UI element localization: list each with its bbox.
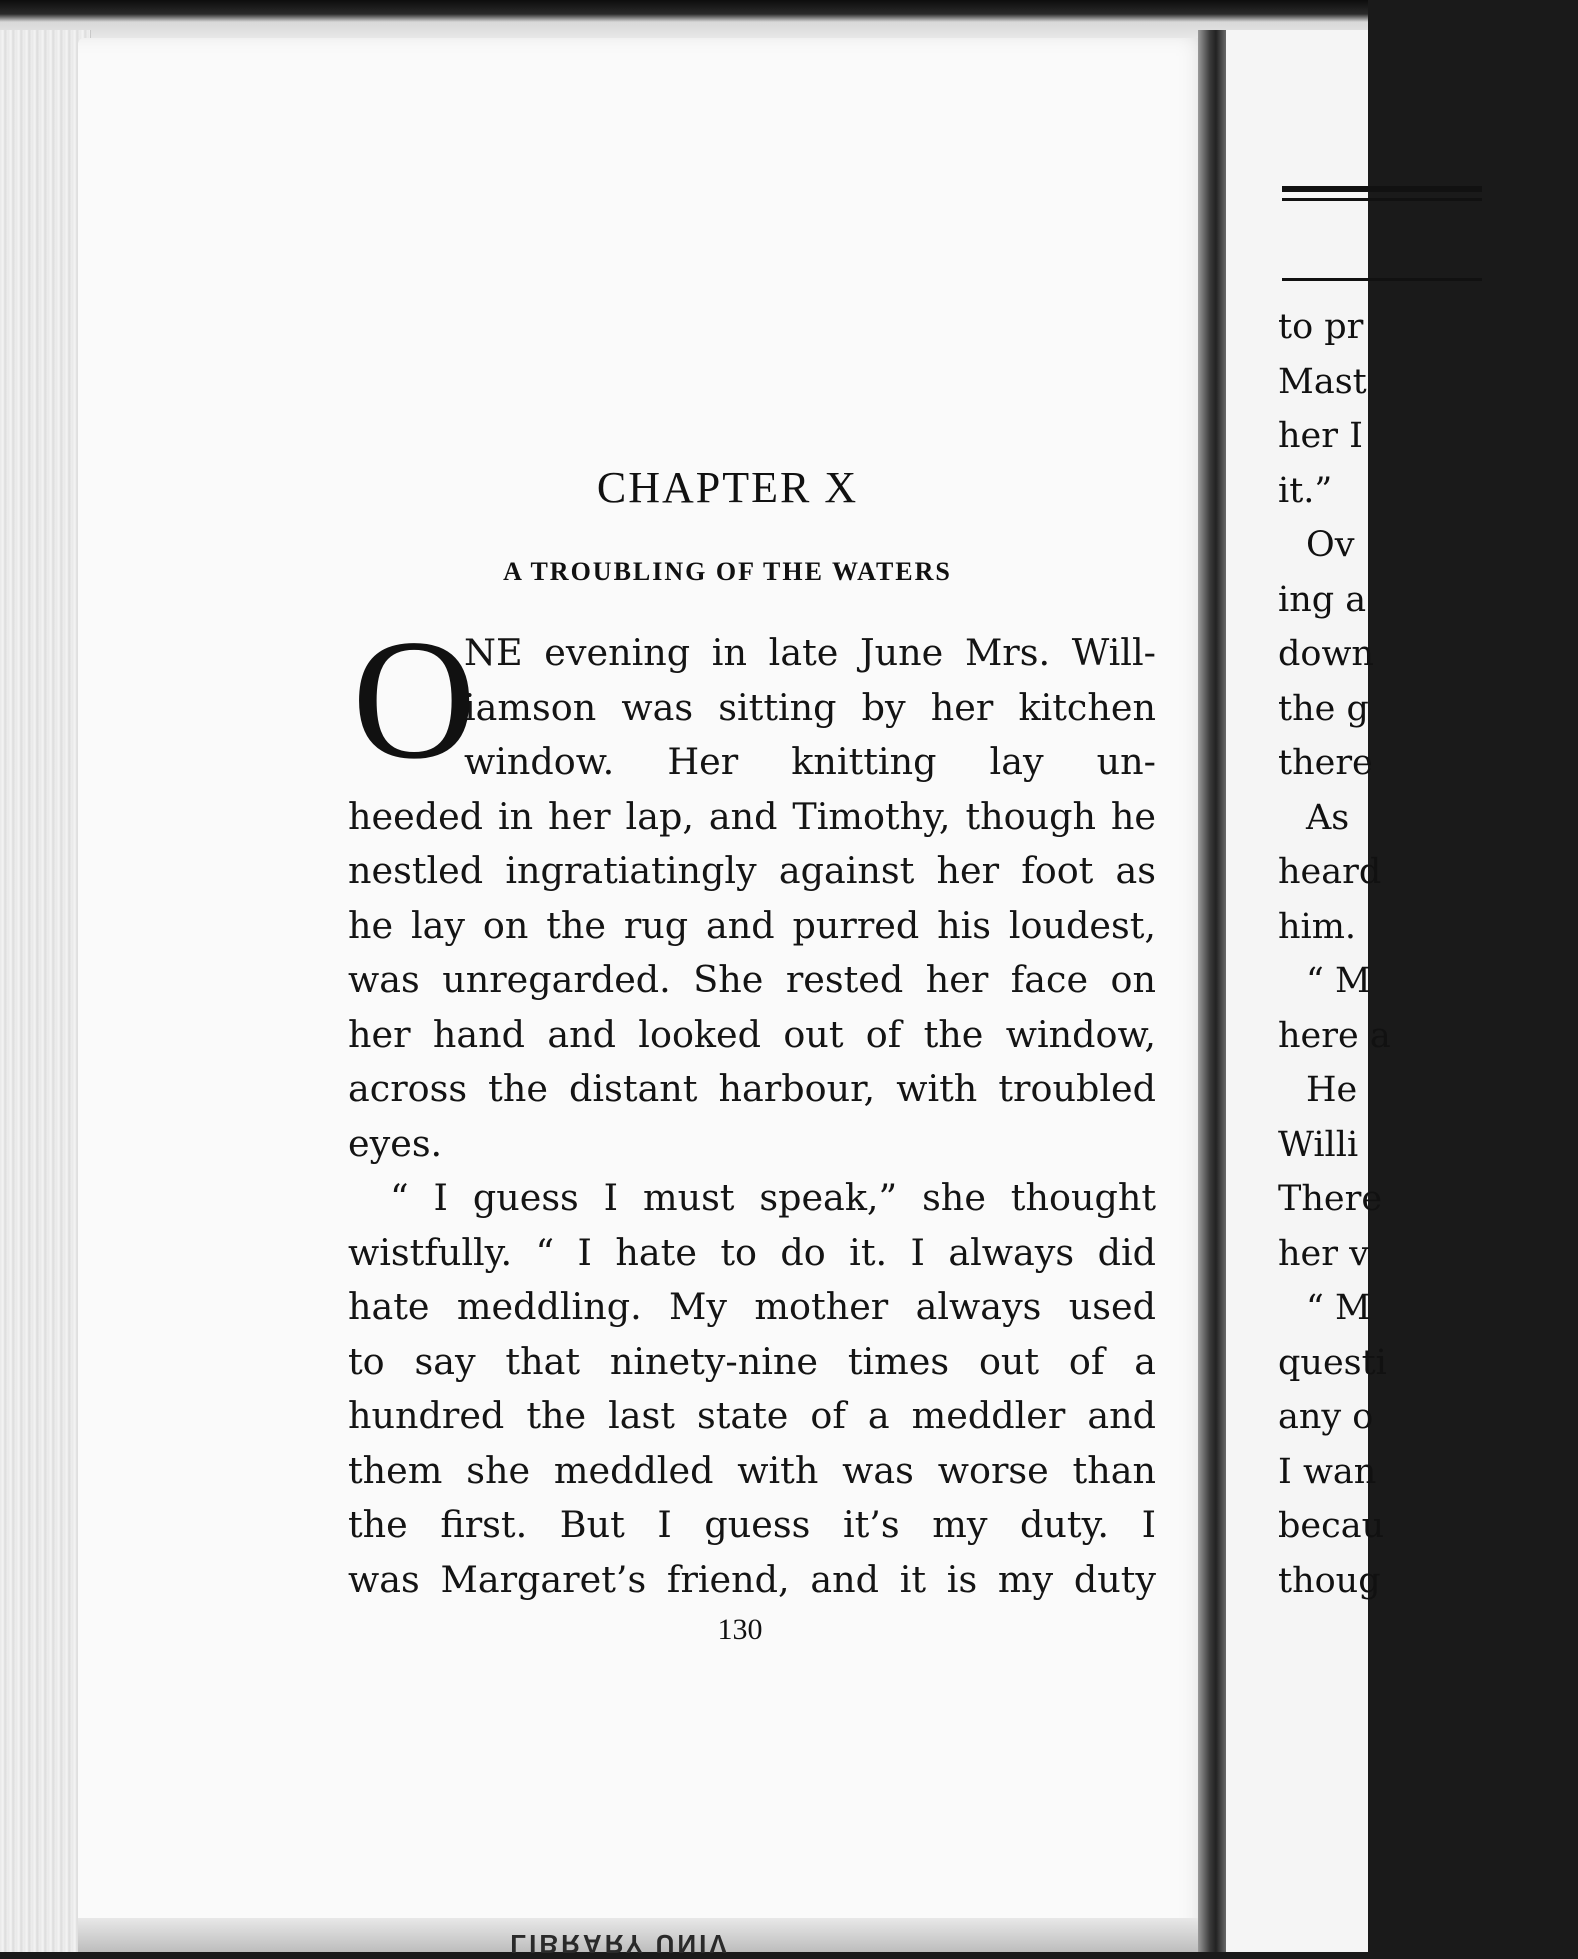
right-page-text [1278, 300, 1578, 1608]
page-number: 130 [717, 1613, 763, 1646]
text-line: NE evening in late June Mrs. Will- [464, 631, 1156, 674]
drop-cap: O [352, 605, 477, 795]
header-rule [1282, 278, 1482, 281]
text-line: her v [1278, 1233, 1369, 1274]
text-line: him. [1278, 906, 1357, 947]
text-line: He [1306, 1070, 1358, 1110]
text-line: “ M [1306, 961, 1371, 1001]
text-line: Ov [1306, 525, 1355, 565]
text-line: ing a [1278, 579, 1367, 620]
text-line: the first. But I guess it’s my duty. I [348, 1503, 1156, 1546]
text-line: was unregarded. She rested her face on [348, 958, 1156, 1001]
text-line: there [1278, 743, 1373, 783]
text-line: Willi [1278, 1124, 1359, 1165]
text-line: eyes. [348, 1121, 443, 1165]
text-line: Mast [1278, 361, 1367, 402]
text-line: to say that ninety-nine times out of a [348, 1339, 1156, 1383]
text-line: window. Her knitting lay un- [464, 740, 1156, 783]
library-stamp: LIBRARY UNIV [510, 1929, 730, 1959]
text-line: becau [1278, 1506, 1385, 1546]
right-page [1226, 30, 1391, 1952]
chapter-body [348, 605, 1156, 1607]
text-line: iamson was sitting by her kitchen [464, 685, 1156, 729]
text-line: There [1278, 1179, 1383, 1219]
text-line: them she meddled with was worse than [348, 1448, 1156, 1492]
text-line: wistfully. “ I hate to do it. I always did [348, 1230, 1156, 1274]
text-line: across the distant harbour, with troubled [348, 1067, 1156, 1110]
text-line: her I [1278, 416, 1363, 456]
text-line: questi [1278, 1342, 1387, 1383]
text-line: nestled ingratiatingly against her foot as [348, 849, 1156, 892]
text-line: “ M [1306, 1288, 1371, 1328]
text-line: heeded in her lap, and Timothy, though he [348, 794, 1156, 838]
book-gutter [1198, 30, 1228, 1952]
chapter-title: CHAPTER X [596, 463, 859, 512]
text-line: any o [1278, 1397, 1374, 1437]
text-line: her hand and looked out of the window, [348, 1012, 1156, 1056]
text-line: thoug [1278, 1560, 1381, 1601]
text-line: “ I guess I must speak,” she thought [390, 1176, 1156, 1219]
text-line: I wan [1278, 1451, 1377, 1492]
text-line: As [1306, 797, 1350, 838]
text-line: it.” [1278, 470, 1333, 511]
book-top-edge [0, 0, 1368, 40]
text-line: he lay on the rug and purred his loudest, [348, 903, 1156, 947]
text-line: down [1278, 634, 1374, 674]
text-line: here a [1278, 1015, 1391, 1056]
chapter-subtitle: A TROUBLING OF THE WATERS [503, 557, 952, 586]
header-rule [1282, 198, 1482, 201]
text-line: the g [1278, 688, 1369, 729]
text-line: hate meddling. My mother always used [348, 1285, 1156, 1328]
text-line: hundred the last state of a meddler and [348, 1394, 1156, 1437]
text-line: to pr [1278, 307, 1364, 347]
text-line: was Margaret’s friend, and it is my duty [348, 1557, 1156, 1601]
text-line: heard [1278, 852, 1382, 892]
header-rule [1282, 186, 1482, 192]
